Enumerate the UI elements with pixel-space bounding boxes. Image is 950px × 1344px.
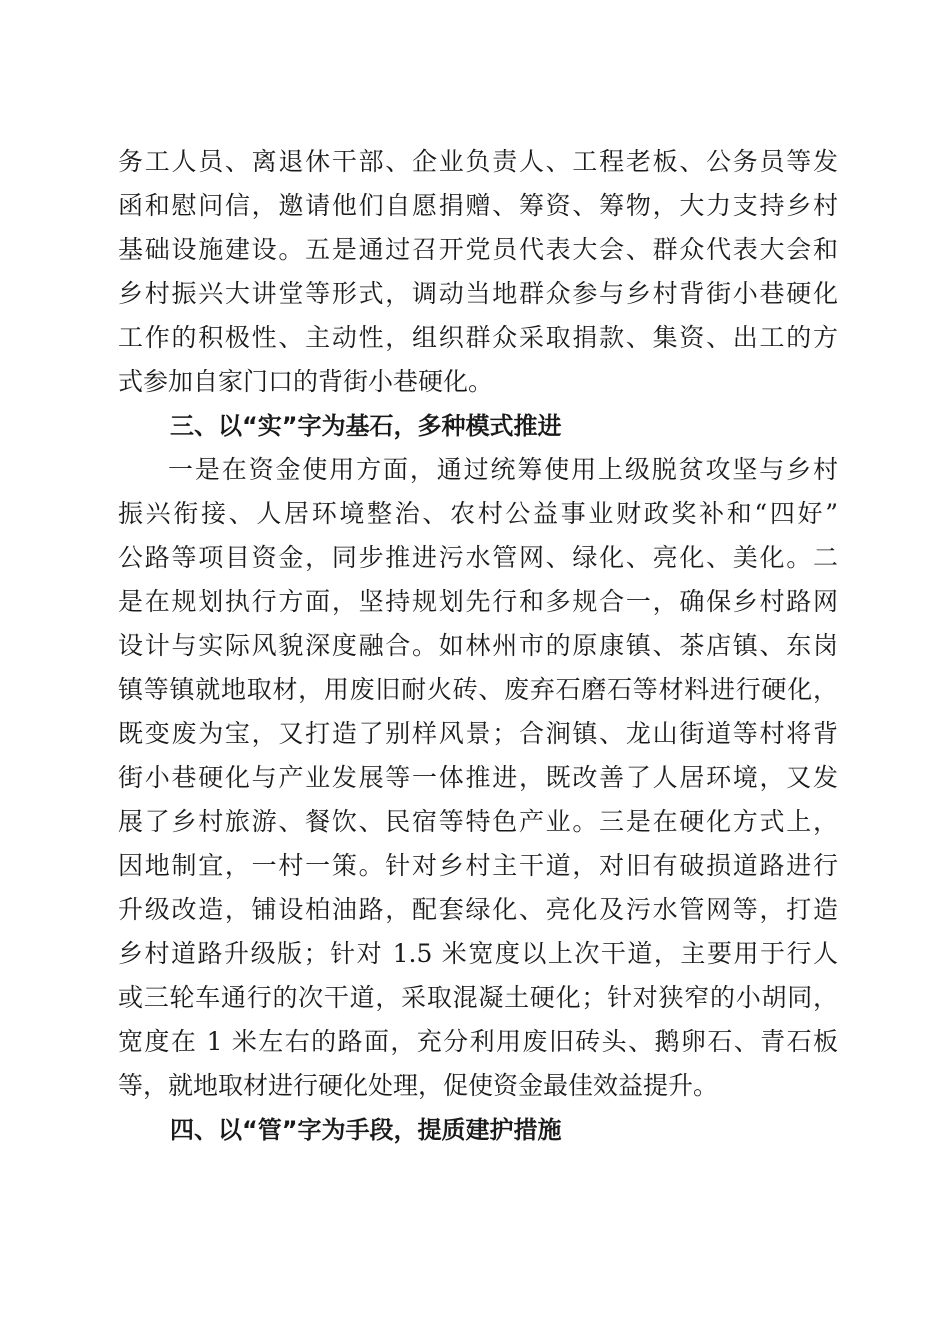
paragraph-line: 因地制宜，一村一策。针对乡村主干道，对旧有破损道路进行: [118, 851, 838, 880]
paragraph-line: 一是在资金使用方面，通过统筹使用上级脱贫攻坚与乡村: [168, 455, 838, 484]
document-body: [118, 140, 838, 1152]
paragraph-line: 振兴衔接、人居环境整治、农村公益事业财政奖补和“四好”: [118, 499, 838, 528]
paragraph-line: 升级改造，铺设柏油路，配套绿化、亮化及污水管网等，打造: [118, 895, 838, 924]
paragraph-line: 街小巷硬化与产业发展等一体推进，既改善了人居环境，又发: [118, 763, 838, 792]
paragraph-line: 设计与实际风貌深度融合。如林州市的原康镇、茶店镇、东岗: [118, 631, 838, 660]
paragraph-line: 既变废为宝，又打造了别样风景；合涧镇、龙山街道等村将背: [118, 719, 838, 748]
paragraph-line: 工作的积极性、主动性，组织群众采取捐款、集资、出工的方: [118, 323, 838, 352]
paragraph-line: 镇等镇就地取材，用废旧耐火砖、废弃石磨石等材料进行硬化，: [118, 675, 838, 704]
paragraph-line: 是在规划执行方面，坚持规划先行和多规合一，确保乡村路网: [118, 587, 838, 616]
paragraph-line: 乡村道路升级版；针对 1.5 米宽度以上次干道，主要用于行人: [118, 939, 838, 968]
paragraph-line: 或三轮车通行的次干道，采取混凝土硬化；针对狭窄的小胡同，: [118, 983, 838, 1012]
section-heading-3: 三、以“实”字为基石，多种模式推进: [170, 412, 562, 440]
paragraph-line: 等，就地取材进行硬化处理，促使资金最佳效益提升。: [118, 1071, 719, 1100]
paragraph-line: 公路等项目资金，同步推进污水管网、绿化、亮化、美化。二: [118, 543, 838, 572]
section-heading-4: 四、以“管”字为手段，提质建护措施: [170, 1116, 562, 1144]
paragraph-line: 宽度在 1 米左右的路面，充分利用废旧砖头、鹅卵石、青石板: [118, 1027, 838, 1056]
paragraph-line: 函和慰问信，邀请他们自愿捐赠、筹资、筹物，大力支持乡村: [118, 191, 838, 220]
paragraph-line: 基础设施建设。五是通过召开党员代表大会、群众代表大会和: [118, 235, 838, 264]
paragraph-line: 乡村振兴大讲堂等形式，调动当地群众参与乡村背街小巷硬化: [118, 279, 838, 308]
paragraph-line: 务工人员、离退休干部、企业负责人、工程老板、公务员等发: [118, 147, 838, 176]
paragraph-line: 展了乡村旅游、餐饮、民宿等特色产业。三是在硬化方式上，: [118, 807, 838, 836]
paragraph-line: 式参加自家门口的背街小巷硬化。: [118, 367, 494, 396]
